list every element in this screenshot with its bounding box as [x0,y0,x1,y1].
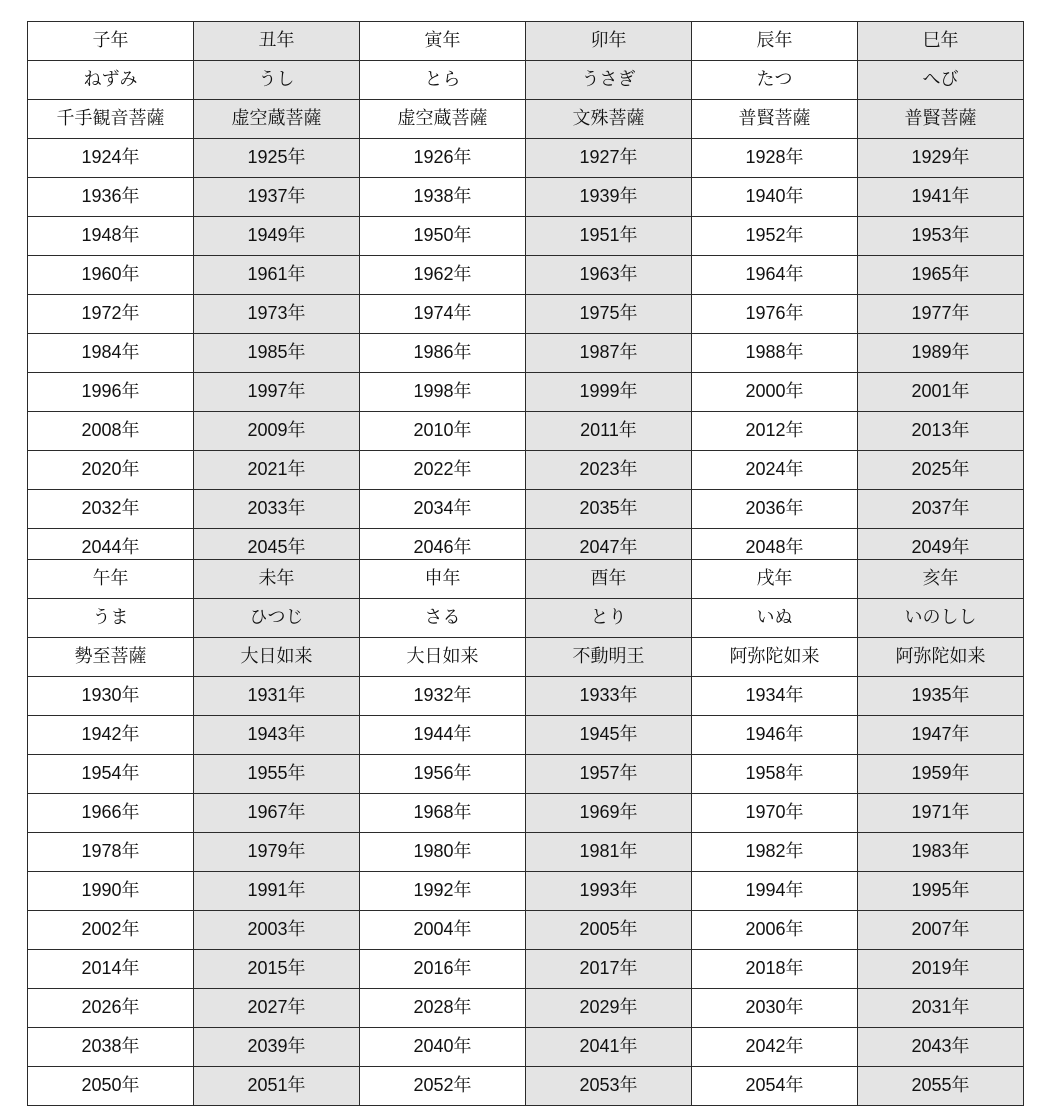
zodiac-table-first-half-wrapper [27,21,1024,568]
birth-year-cell: 1978年 [28,833,194,872]
birth-year-cell: 1970年 [692,794,858,833]
birth-year-cell: 2047年 [526,529,692,568]
birth-year-cell: 2009年 [194,412,360,451]
birth-year-cell: 1948年 [28,217,194,256]
birth-year-cell: 1975年 [526,295,692,334]
birth-year-cell: 2046年 [360,529,526,568]
birth-year-cell: 2014年 [28,950,194,989]
zodiac-kana-cell: ひつじ [194,599,360,638]
birth-year-cell: 2041年 [526,1028,692,1067]
zodiac-sign-cell: 子年 [28,22,194,61]
zodiac-sign-cell: 亥年 [858,560,1024,599]
table-row [28,217,1024,256]
birth-year-cell: 1952年 [692,217,858,256]
zodiac-kana-cell: うし [194,61,360,100]
birth-year-cell: 2050年 [28,1067,194,1106]
table-row [28,139,1024,178]
birth-year-cell: 1985年 [194,334,360,373]
birth-year-cell: 2008年 [28,412,194,451]
birth-year-cell: 2035年 [526,490,692,529]
birth-year-cell: 2052年 [360,1067,526,1106]
birth-year-cell: 2054年 [692,1067,858,1106]
table-row [28,872,1024,911]
birth-year-cell: 2038年 [28,1028,194,1067]
table-row [28,295,1024,334]
table-row [28,412,1024,451]
birth-year-cell: 1938年 [360,178,526,217]
birth-year-cell: 1939年 [526,178,692,217]
table-row [28,833,1024,872]
table-row [28,638,1024,677]
birth-year-cell: 1949年 [194,217,360,256]
birth-year-cell: 2039年 [194,1028,360,1067]
birth-year-cell: 2012年 [692,412,858,451]
birth-year-cell: 1925年 [194,139,360,178]
table-row [28,100,1024,139]
birth-year-cell: 2006年 [692,911,858,950]
birth-year-cell: 2025年 [858,451,1024,490]
birth-year-cell: 2048年 [692,529,858,568]
birth-year-cell: 2007年 [858,911,1024,950]
birth-year-cell: 2043年 [858,1028,1024,1067]
birth-year-cell: 1974年 [360,295,526,334]
birth-year-cell: 2001年 [858,373,1024,412]
birth-year-cell: 1935年 [858,677,1024,716]
birth-year-cell: 1999年 [526,373,692,412]
birth-year-cell: 1959年 [858,755,1024,794]
birth-year-cell: 1989年 [858,334,1024,373]
birth-year-cell: 1960年 [28,256,194,295]
birth-year-cell: 1941年 [858,178,1024,217]
birth-year-cell: 2016年 [360,950,526,989]
guardian-deity-cell: 大日如来 [360,638,526,677]
birth-year-cell: 2040年 [360,1028,526,1067]
birth-year-cell: 2011年 [526,412,692,451]
zodiac-sign-cell: 酉年 [526,560,692,599]
birth-year-cell: 1940年 [692,178,858,217]
birth-year-cell: 1927年 [526,139,692,178]
birth-year-cell: 2032年 [28,490,194,529]
zodiac-kana-cell: へび [858,61,1024,100]
zodiac-kana-cell: ねずみ [28,61,194,100]
table-row [28,560,1024,599]
table-1-body [28,22,1024,568]
table-row [28,599,1024,638]
birth-year-cell: 2018年 [692,950,858,989]
guardian-deity-cell: 普賢菩薩 [858,100,1024,139]
birth-year-cell: 2030年 [692,989,858,1028]
birth-year-cell: 1945年 [526,716,692,755]
birth-year-cell: 1957年 [526,755,692,794]
birth-year-cell: 1992年 [360,872,526,911]
table-row [28,911,1024,950]
zodiac-sign-cell: 申年 [360,560,526,599]
table-row [28,794,1024,833]
birth-year-cell: 1961年 [194,256,360,295]
birth-year-cell: 1995年 [858,872,1024,911]
guardian-deity-cell: 阿弥陀如来 [858,638,1024,677]
birth-year-cell: 1977年 [858,295,1024,334]
birth-year-cell: 2045年 [194,529,360,568]
birth-year-cell: 2000年 [692,373,858,412]
birth-year-cell: 2036年 [692,490,858,529]
birth-year-cell: 1942年 [28,716,194,755]
birth-year-cell: 2028年 [360,989,526,1028]
zodiac-table-first-half [27,21,1024,568]
birth-year-cell: 1991年 [194,872,360,911]
zodiac-table-second-half-wrapper [27,559,1024,1106]
zodiac-kana-cell: とり [526,599,692,638]
birth-year-cell: 1963年 [526,256,692,295]
birth-year-cell: 1981年 [526,833,692,872]
birth-year-cell: 1993年 [526,872,692,911]
birth-year-cell: 1930年 [28,677,194,716]
zodiac-sign-cell: 午年 [28,560,194,599]
birth-year-cell: 2013年 [858,412,1024,451]
birth-year-cell: 1947年 [858,716,1024,755]
zodiac-table-second-half [27,559,1024,1106]
birth-year-cell: 2031年 [858,989,1024,1028]
birth-year-cell: 2051年 [194,1067,360,1106]
birth-year-cell: 1924年 [28,139,194,178]
birth-year-cell: 1931年 [194,677,360,716]
birth-year-cell: 1953年 [858,217,1024,256]
birth-year-cell: 1928年 [692,139,858,178]
birth-year-cell: 1929年 [858,139,1024,178]
birth-year-cell: 1967年 [194,794,360,833]
guardian-deity-cell: 不動明王 [526,638,692,677]
table-row [28,677,1024,716]
birth-year-cell: 2019年 [858,950,1024,989]
birth-year-cell: 2037年 [858,490,1024,529]
zodiac-sign-cell: 戌年 [692,560,858,599]
birth-year-cell: 2049年 [858,529,1024,568]
table-row [28,950,1024,989]
guardian-deity-cell: 虚空蔵菩薩 [194,100,360,139]
zodiac-sign-cell: 未年 [194,560,360,599]
birth-year-cell: 1988年 [692,334,858,373]
zodiac-sign-cell: 巳年 [858,22,1024,61]
table-row [28,61,1024,100]
birth-year-cell: 1958年 [692,755,858,794]
birth-year-cell: 1932年 [360,677,526,716]
zodiac-kana-cell: うさぎ [526,61,692,100]
table-row [28,256,1024,295]
table-row [28,1028,1024,1067]
zodiac-kana-cell: とら [360,61,526,100]
table-row [28,1067,1024,1106]
table-row [28,451,1024,490]
birth-year-cell: 2010年 [360,412,526,451]
birth-year-cell: 1954年 [28,755,194,794]
birth-year-cell: 1973年 [194,295,360,334]
zodiac-sign-cell: 辰年 [692,22,858,61]
guardian-deity-cell: 阿弥陀如来 [692,638,858,677]
birth-year-cell: 1944年 [360,716,526,755]
birth-year-cell: 2053年 [526,1067,692,1106]
table-row [28,22,1024,61]
birth-year-cell: 1980年 [360,833,526,872]
birth-year-cell: 2002年 [28,911,194,950]
birth-year-cell: 1968年 [360,794,526,833]
birth-year-cell: 1966年 [28,794,194,833]
birth-year-cell: 2034年 [360,490,526,529]
birth-year-cell: 2024年 [692,451,858,490]
birth-year-cell: 1971年 [858,794,1024,833]
birth-year-cell: 1994年 [692,872,858,911]
birth-year-cell: 1996年 [28,373,194,412]
table-row [28,334,1024,373]
guardian-deity-cell: 大日如来 [194,638,360,677]
birth-year-cell: 1982年 [692,833,858,872]
birth-year-cell: 2023年 [526,451,692,490]
table-row [28,989,1024,1028]
birth-year-cell: 2005年 [526,911,692,950]
birth-year-cell: 2004年 [360,911,526,950]
zodiac-kana-cell: いぬ [692,599,858,638]
zodiac-kana-cell: たつ [692,61,858,100]
birth-year-cell: 1969年 [526,794,692,833]
birth-year-cell: 2042年 [692,1028,858,1067]
table-row [28,373,1024,412]
birth-year-cell: 1962年 [360,256,526,295]
birth-year-cell: 2017年 [526,950,692,989]
birth-year-cell: 2015年 [194,950,360,989]
zodiac-kana-cell: うま [28,599,194,638]
birth-year-cell: 2003年 [194,911,360,950]
birth-year-cell: 1937年 [194,178,360,217]
birth-year-cell: 1990年 [28,872,194,911]
table-2-body [28,560,1024,1106]
birth-year-cell: 1951年 [526,217,692,256]
birth-year-cell: 1936年 [28,178,194,217]
birth-year-cell: 1955年 [194,755,360,794]
guardian-deity-cell: 文殊菩薩 [526,100,692,139]
guardian-deity-cell: 勢至菩薩 [28,638,194,677]
zodiac-kana-cell: いのしし [858,599,1024,638]
birth-year-cell: 1986年 [360,334,526,373]
birth-year-cell: 1998年 [360,373,526,412]
birth-year-cell: 1984年 [28,334,194,373]
birth-year-cell: 1934年 [692,677,858,716]
zodiac-kana-cell: さる [360,599,526,638]
birth-year-cell: 1965年 [858,256,1024,295]
birth-year-cell: 2033年 [194,490,360,529]
birth-year-cell: 2029年 [526,989,692,1028]
table-row [28,490,1024,529]
zodiac-sign-cell: 丑年 [194,22,360,61]
table-row [28,178,1024,217]
birth-year-cell: 1987年 [526,334,692,373]
zodiac-sign-cell: 寅年 [360,22,526,61]
guardian-deity-cell: 普賢菩薩 [692,100,858,139]
birth-year-cell: 1972年 [28,295,194,334]
birth-year-cell: 2022年 [360,451,526,490]
table-row [28,755,1024,794]
birth-year-cell: 1950年 [360,217,526,256]
birth-year-cell: 2021年 [194,451,360,490]
birth-year-cell: 1976年 [692,295,858,334]
birth-year-cell: 1983年 [858,833,1024,872]
birth-year-cell: 1997年 [194,373,360,412]
birth-year-cell: 1946年 [692,716,858,755]
birth-year-cell: 1956年 [360,755,526,794]
birth-year-cell: 2026年 [28,989,194,1028]
zodiac-sign-cell: 卯年 [526,22,692,61]
birth-year-cell: 2020年 [28,451,194,490]
birth-year-cell: 2055年 [858,1067,1024,1106]
guardian-deity-cell: 千手観音菩薩 [28,100,194,139]
birth-year-cell: 1964年 [692,256,858,295]
birth-year-cell: 1926年 [360,139,526,178]
table-row [28,716,1024,755]
birth-year-cell: 2044年 [28,529,194,568]
guardian-deity-cell: 虚空蔵菩薩 [360,100,526,139]
birth-year-cell: 1933年 [526,677,692,716]
birth-year-cell: 2027年 [194,989,360,1028]
birth-year-cell: 1943年 [194,716,360,755]
birth-year-cell: 1979年 [194,833,360,872]
